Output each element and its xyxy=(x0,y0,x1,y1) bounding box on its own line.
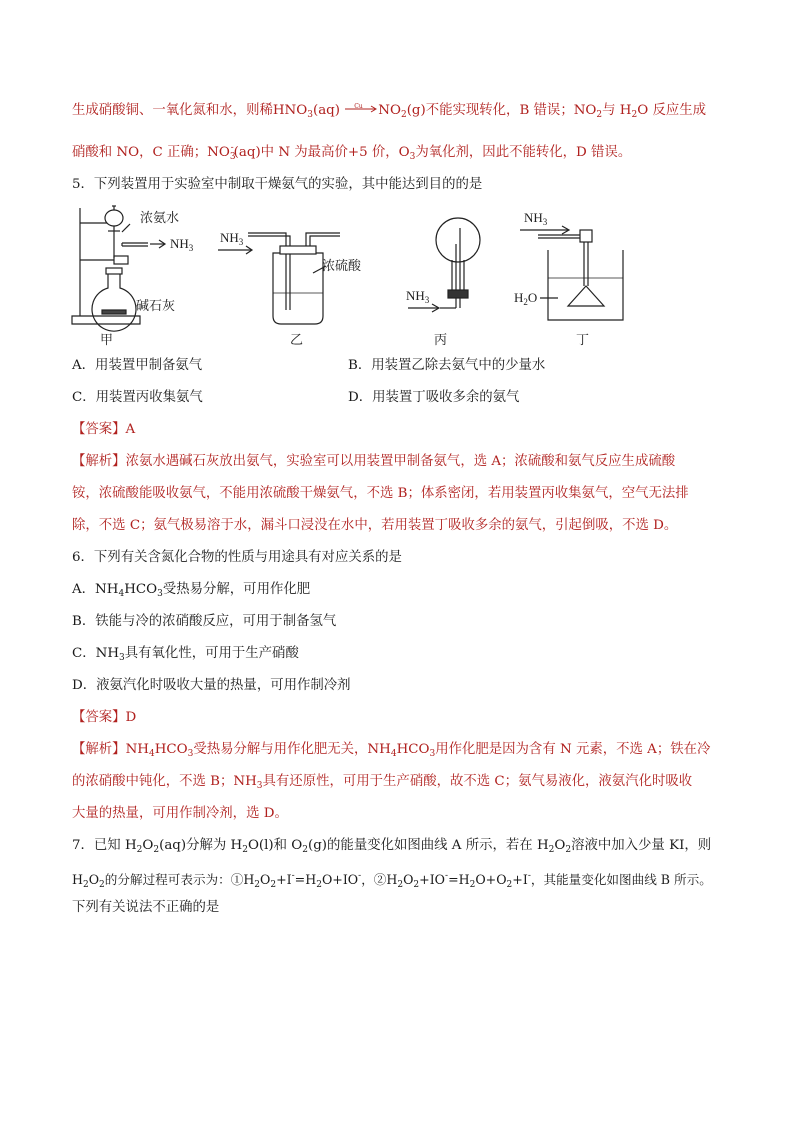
q6-option-B[interactable]: B．铁能与冷的浓硝酸反应，可用于制备氢气 xyxy=(72,614,337,629)
q5-option-D[interactable]: D．用装置丁吸收多余的氨气 xyxy=(348,390,520,405)
q6-explain-line3: 大量的热量，可用作制冷剂，选 D。 xyxy=(72,806,288,821)
q5-stem: 5．下列装置用于实验室中制取干燥氨气的实验，其中能达到目的的是 xyxy=(72,177,483,192)
bing-caption: 丙 xyxy=(434,332,448,347)
q7-stem-line3: 下列有关说法不正确的是 xyxy=(72,900,220,915)
q7-stem-line1: 7．已知 $H_2O_2(aq)$分解为 $H_2O(l)$和 $O_2(g)$的能量变化如图曲线 A 所示，若在 $H_2O_2$溶液中加入少量 KI，则 xyxy=(72,838,712,855)
q6-option-D[interactable]: D．液氨汽化时吸收大量的热量，可用作制冷剂 xyxy=(72,678,351,693)
q5-explain-line3: 除，不选 C；氨气极易溶于水，漏斗口浸没在水中，若用装置丁吸收多余的氨气，引起倒吸，不选 D。 xyxy=(72,518,678,533)
yi-reagent-label: 浓硫酸 xyxy=(322,258,362,273)
q5-explain-line1: 【解析】浓氨水遇碱石灰放出氨气，实验室可以用装置甲制备氨气，选 A；浓硫酸和氨气反应生成硫酸 xyxy=(72,454,676,469)
q5-apparatus-figure xyxy=(68,198,628,348)
q5-option-A[interactable]: A．用装置甲制备氨气 xyxy=(72,358,203,373)
ding-liquid-label: $H_2O$ xyxy=(514,290,538,307)
yi-gas-label: $NH_3$ xyxy=(220,230,244,247)
explain4-line1: 生成硝酸铜、一氧化氮和水，则稀$HNO_3(aq)$ Cu $NO_2(g)$不能实现转化，B 错误；$NO_2$与 $H_2O$ 反应生成 xyxy=(72,103,706,120)
jia-reagent-label: 浓氨水 xyxy=(140,210,180,225)
q6-option-A[interactable]: A．$NH_4HCO_3$受热易分解，可用作化肥 xyxy=(72,582,311,599)
yi-caption: 乙 xyxy=(290,332,304,347)
q6-explain-line2: 的浓硝酸中钝化，不选 B；$NH_3$具有还原性，可用于生产硝酸，故不选 C；氨气易液化，液氨汽化时吸收 xyxy=(72,774,693,791)
bing-gas-label: $NH_3$ xyxy=(406,288,430,305)
q6-stem: 6．下列有关含氮化合物的性质与用途具有对应关系的是 xyxy=(72,550,402,565)
ding-caption: 丁 xyxy=(576,332,590,347)
ding-gas-label: $NH_3$ xyxy=(524,210,548,227)
q6-answer: 【答案】D xyxy=(72,710,137,725)
jia-reagent2-label: 碱石灰 xyxy=(136,298,176,313)
apparatus-ding xyxy=(520,226,623,320)
jia-product-label: $NH_3$ xyxy=(170,236,194,253)
q6-option-C[interactable]: C．$NH_3$具有氧化性，可用于生产硝酸 xyxy=(72,646,299,663)
apparatus-yi xyxy=(218,233,340,324)
q6-explain-line1: 【解析】$NH_4HCO_3$受热易分解与用作化肥无关，$NH_4HCO_3$用作化肥是因为含有 N 元素，不选 A；铁在冷 xyxy=(72,742,711,759)
q5-option-C[interactable]: C．用装置丙收集氨气 xyxy=(72,390,203,405)
q5-answer: 【答案】A xyxy=(72,422,136,437)
q5-explain-line2: 铵，浓硫酸能吸收氨气，不能用浓硫酸干燥氨气，不选 B；体系密闭，若用装置丙收集氨气，空气无法排 xyxy=(72,486,689,501)
q7-stem-line2: $H_2O_2$的分解过程可表示为：$①H_2O_2+I^-=H_2O+IO^-$，$②H_2O_2+IO^-=H_2O+O_2+I^-$，其能量变化如图曲线 B 所示。 xyxy=(72,871,712,890)
jia-caption: 甲 xyxy=(100,332,114,347)
explain4-line2: 硝酸和 NO，C 正确；$NO_3^-(aq)$中 N 为最高价+5 价，$O_3$为氧化剂，因此不能转化，D 错误。 xyxy=(72,143,632,162)
reaction-arrow-icon: Cu xyxy=(344,102,378,116)
q5-option-B[interactable]: B．用装置乙除去氨气中的少量水 xyxy=(348,358,546,373)
